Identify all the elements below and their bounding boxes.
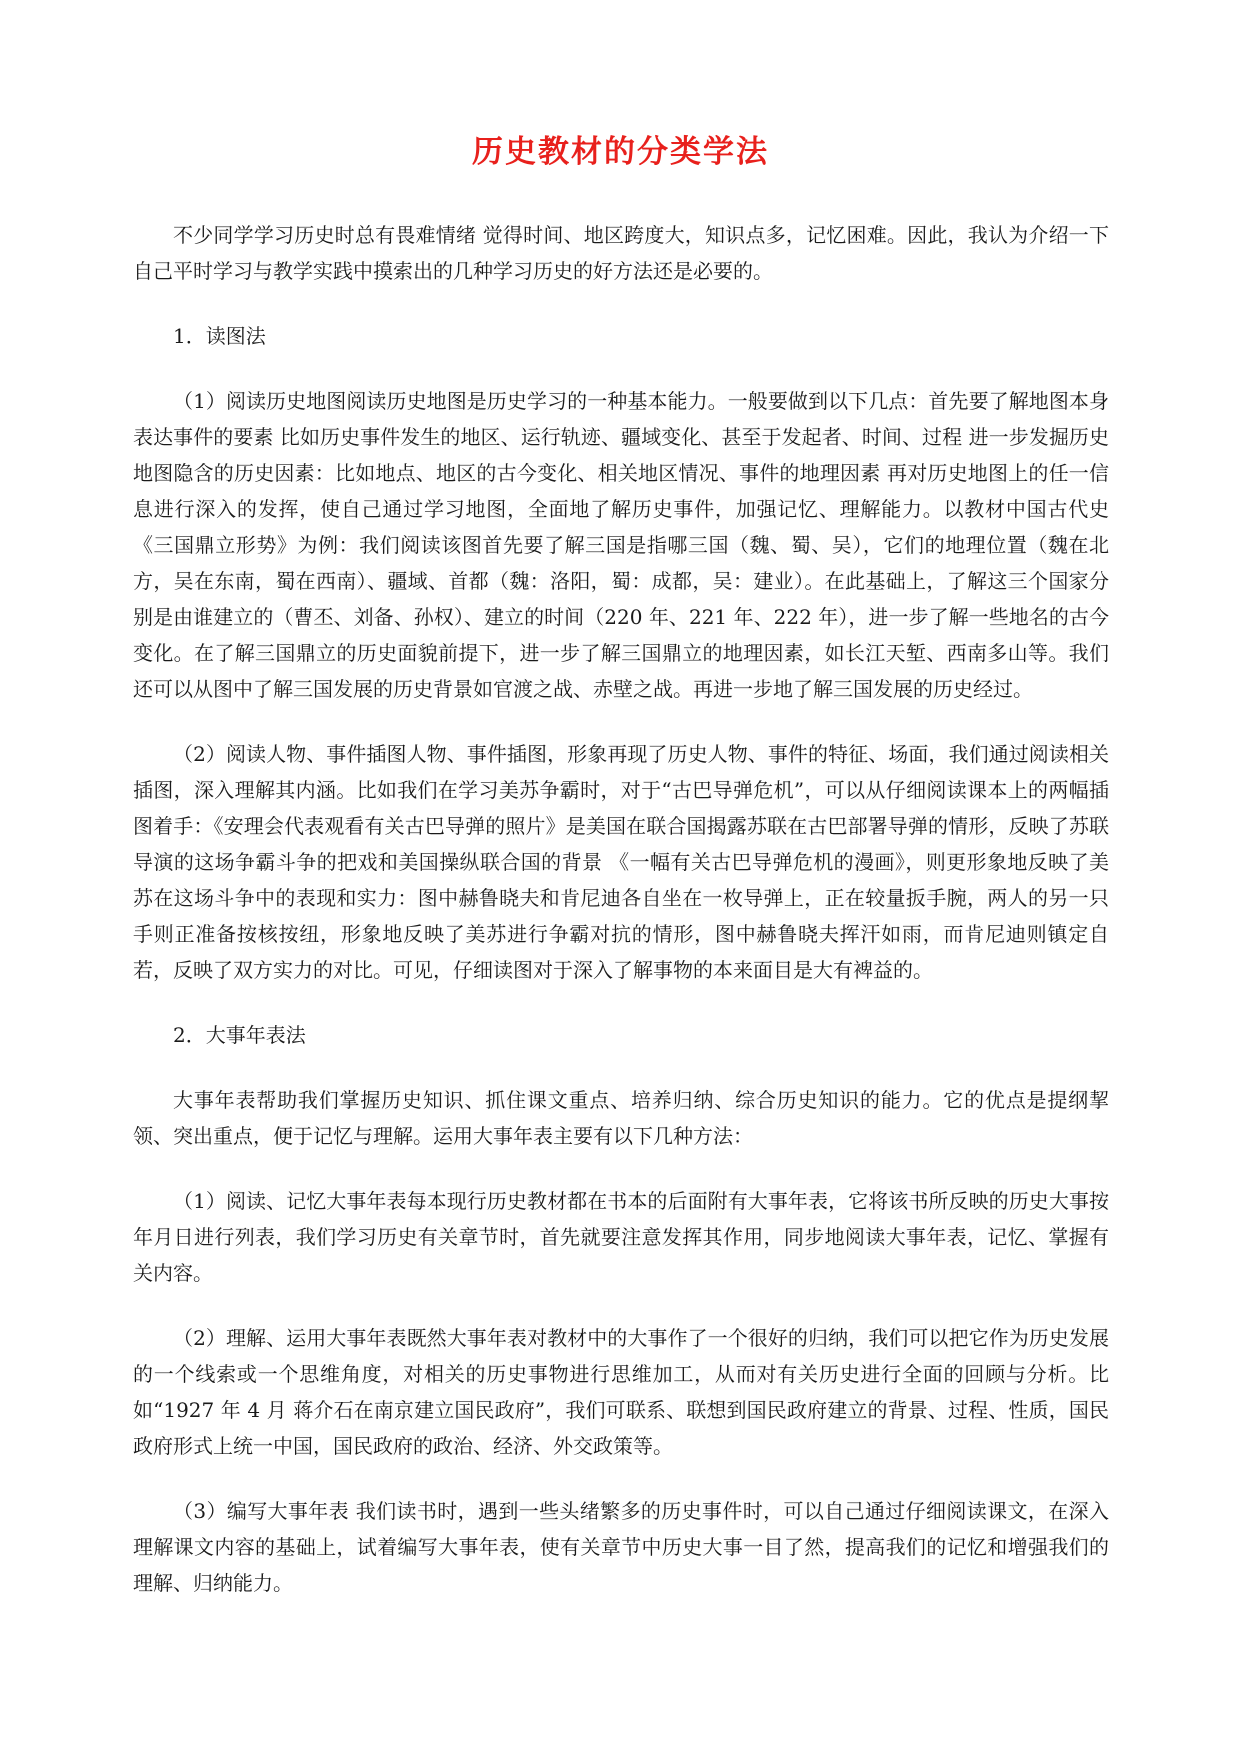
document-title: 历史教材的分类学法 — [472, 134, 769, 170]
section-heading-reading-maps: 1．读图法 — [173, 324, 266, 348]
paragraph-write-chronology: （3）编写大事年表 我们读书时，遇到一些头绪繁多的历史事件时，可以自己通过仔细阅读课文，在深入理解课文内容的基础上，试着编写大事年表，使有关章节中历史大事一目了然，提高我们的记忆和增强我们的理解、归纳能力。 — [133, 1499, 1109, 1595]
intro-paragraph: 不少同学学习历史时总有畏难情绪 觉得时间、地区跨度大，知识点多，记忆困难。因此，我认为介绍一下自己平时学习与教学实践中摸索出的几种学习历史的好方法还是必要的。 — [133, 223, 1109, 283]
document-body — [133, 217, 1109, 1630]
section-heading-chronology: 2．大事年表法 — [173, 1023, 306, 1047]
paragraph-read-chronology: （1）阅读、记忆大事年表每本现行历史教材都在书本的后面附有大事年表，它将该书所反映的历史大事按年月日进行列表，我们学习历史有关章节时，首先就要注意发挥其作用，同步地阅读大事年表，记忆、掌握有关内容。 — [133, 1189, 1109, 1285]
paragraph-chronology-intro: 大事年表帮助我们掌握历史知识、抓住课文重点、培养归纳、综合历史知识的能力。它的优点是提纲挈领、突出重点，便于记忆与理解。运用大事年表主要有以下几种方法： — [133, 1088, 1109, 1148]
paragraph-reading-historical-maps: （1）阅读历史地图阅读历史地图是历史学习的一种基本能力。一般要做到以下几点：首先要了解地图本身表达事件的要素 比如历史事件发生的地区、运行轨迹、疆域变化、甚至于发起者、时间、过程 进一步发掘历史地图隐含的历史因素：比如地点、地区的古今变化、相关地区情况、事件的地理因素 再对历史地图上的任一信息进行深入的发挥，使自己通过学习地图，全面地了解历史事件，加强记忆、理解能力。以教材中国古代史《三国鼎立形势》为例：我们阅读该图首先要了解三国是指哪三国（魏、蜀、吴），它们的地理位置（魏在北方，吴在东南，蜀在西南）、疆域、首都（魏：洛阳，蜀：成都，吴：建业）。在此基础上，了解这三个国家分别是由谁建立的（曹丕、刘备、孙权）、建立的时间（220 年、221 年、222 年），进一步了解一些地名的古今变化。在了解三国鼎立的历史面貌前提下，进一步了解三国鼎立的地理因素，如长江天堑、西南多山等。我们还可以从图中了解三国发展的历史背景如官渡之战、赤壁之战。再进一步地了解三国发展的历史经过。 — [133, 389, 1109, 701]
paragraph-reading-illustrations: （2）阅读人物、事件插图人物、事件插图，形象再现了历史人物、事件的特征、场面，我们通过阅读相关插图，深入理解其内涵。比如我们在学习美苏争霸时，对于“古巴导弹危机”，可以从仔细阅读课本上的两幅插图着手：《安理会代表观看有关古巴导弹的照片》是美国在联合国揭露苏联在古巴部署导弹的情形，反映了苏联导演的这场争霸斗争的把戏和美国操纵联合国的背景 《一幅有关古巴导弹危机的漫画》，则更形象地反映了美苏在这场斗争中的表现和实力：图中赫鲁晓夫和肯尼迪各自坐在一枚导弹上，正在较量扳手腕，两人的另一只手则正准备按核按纽，形象地反映了美苏进行争霸对抗的情形，图中赫鲁晓夫挥汗如雨，而肯尼迪则镇定自若，反映了双方实力的对比。可见，仔细读图对于深入了解事物的本来面目是大有裨益的。 — [133, 742, 1109, 982]
paragraph-use-chronology: （2）理解、运用大事年表既然大事年表对教材中的大事作了一个很好的归纳，我们可以把它作为历史发展的一个线索或一个思维角度，对相关的历史事物进行思维加工，从而对有关历史进行全面的回顾与分析。比如“1927 年 4 月 蒋介石在南京建立国民政府”，我们可联系、联想到国民政府建立的背景、过程、性质，国民政府形式上统一中国，国民政府的政治、经济、外交政策等。 — [133, 1326, 1109, 1458]
